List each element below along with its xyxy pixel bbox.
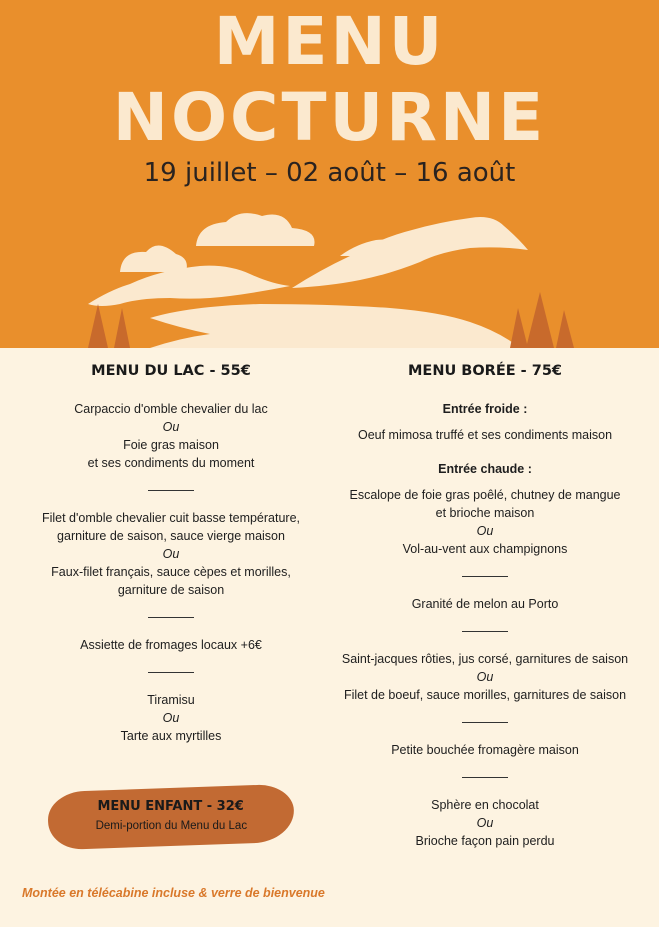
or-separator: Ou <box>162 711 180 725</box>
menu-item: Filet de boeuf, sauce morilles, garnitures de saison <box>343 688 627 702</box>
menu-item: Filet d'omble chevalier cuit basse température, <box>41 511 301 525</box>
header-banner <box>0 0 659 348</box>
tree-right-1 <box>510 308 528 348</box>
tree-left-1 <box>88 304 108 348</box>
footer-note: Montée en télécabine incluse & verre de bienvenue <box>22 886 325 900</box>
spacer <box>332 444 638 454</box>
menu-item: Oeuf mimosa truffé et ses condiments maison <box>357 428 613 442</box>
menu-item: garniture de saison, sauce vierge maison <box>57 529 285 543</box>
title-nocturne: NOCTURNE <box>112 79 547 156</box>
title-menu: MENU <box>213 3 446 80</box>
or-separator: Ou <box>162 420 180 434</box>
menu-item: Petite bouchée fromagère maison <box>391 743 579 757</box>
or-separator: Ou <box>476 524 494 538</box>
menu-lac-column <box>20 356 322 745</box>
event-dates: 19 juillet – 02 août – 16 août <box>143 158 516 188</box>
menu-boree-title: MENU BORÉE - 75€ <box>407 363 563 379</box>
menu-item: Brioche façon pain perdu <box>415 834 555 848</box>
menu-item: Escalope de foie gras poêlé, chutney de mangue <box>349 488 621 502</box>
divider <box>148 672 194 673</box>
menu-item: Vol-au-vent aux champignons <box>402 542 568 556</box>
entree-chaude-label: Entrée chaude : <box>438 462 532 476</box>
divider <box>462 576 508 577</box>
menu-boree-column <box>332 356 638 850</box>
lake <box>150 304 520 348</box>
menu-item: Faux-filet français, sauce cèpes et morilles, <box>51 565 291 579</box>
divider <box>462 631 508 632</box>
menu-item: Granité de melon au Porto <box>411 597 559 611</box>
tree-left-2 <box>114 308 130 348</box>
menu-item: Saint-jacques rôties, jus corsé, garnitures de saison <box>341 652 629 666</box>
menu-enfant-badge <box>47 784 295 851</box>
mountain-right <box>292 217 528 288</box>
or-separator: Ou <box>476 670 494 684</box>
menu-item: et brioche maison <box>435 506 535 520</box>
entree-froide-label: Entrée froide : <box>442 402 528 416</box>
tree-right-2 <box>526 292 554 348</box>
or-separator: Ou <box>162 547 180 561</box>
menu-item: Tiramisu <box>147 693 195 707</box>
or-separator: Ou <box>476 816 494 830</box>
mountain-left <box>88 266 290 306</box>
menu-item: Assiette de fromages locaux +6€ <box>80 638 262 652</box>
menu-item: et ses condiments du moment <box>87 456 255 470</box>
divider <box>462 722 508 723</box>
menu-item: Foie gras maison <box>123 438 219 452</box>
menu-item: Sphère en chocolat <box>431 798 539 812</box>
divider <box>148 490 194 491</box>
lake-landscape-illustration <box>0 200 659 348</box>
menu-item: garniture de saison <box>117 583 225 597</box>
divider <box>148 617 194 618</box>
menu-enfant-subtitle: Demi-portion du Menu du Lac <box>95 819 248 832</box>
menu-item: Carpaccio d'omble chevalier du lac <box>74 402 268 416</box>
cloud-center <box>196 213 315 246</box>
tree-right-3 <box>556 310 574 348</box>
menu-item: Tarte aux myrtilles <box>120 729 222 743</box>
cloud-left <box>120 245 187 272</box>
divider <box>462 777 508 778</box>
menu-enfant-title: MENU ENFANT - 32€ <box>97 799 244 815</box>
menu-lac-title: MENU DU LAC - 55€ <box>91 363 251 379</box>
